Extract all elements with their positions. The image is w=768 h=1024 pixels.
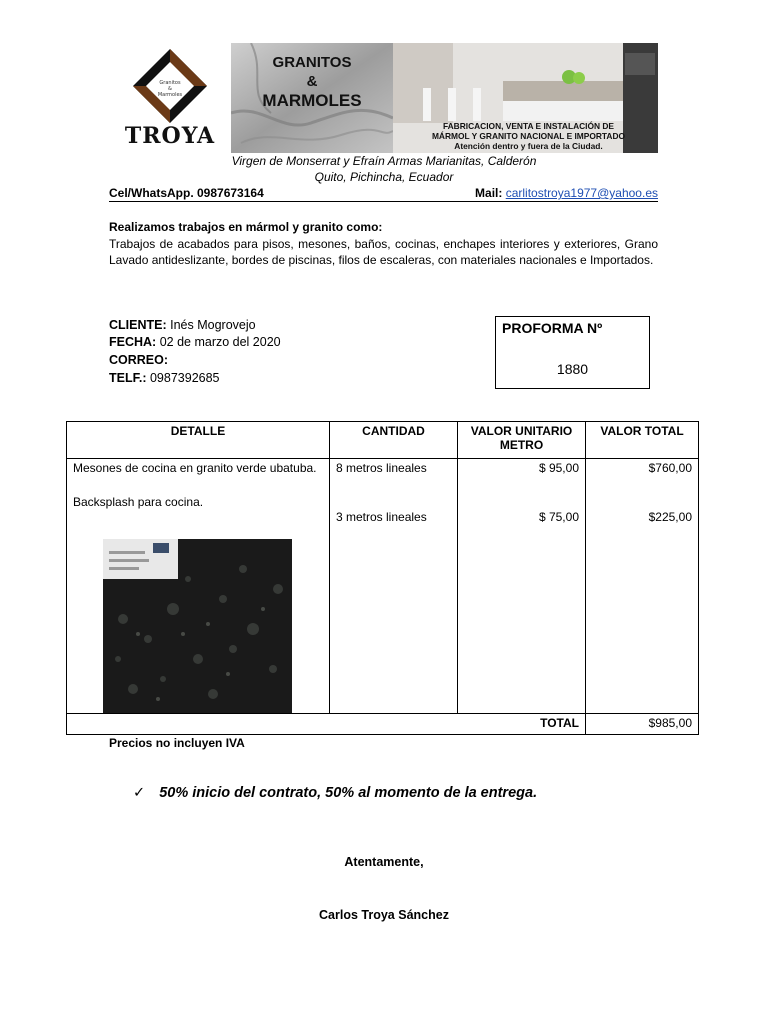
telf-value: 0987392685 xyxy=(149,371,220,385)
total-value: $985,00 xyxy=(586,714,699,735)
mail-label: Mail: xyxy=(475,186,503,200)
header-valor-total: VALOR TOTAL xyxy=(586,422,699,459)
telf-label: TELF.: xyxy=(109,371,147,385)
intro-heading: Realizamos trabajos en mármol y granito como: xyxy=(109,220,383,234)
client-label: CLIENTE: xyxy=(109,318,167,332)
date-label: FECHA: xyxy=(109,335,157,349)
banner-caption xyxy=(401,121,656,151)
cantidad-cell xyxy=(330,459,458,714)
email-link[interactable]: carlitostroya1977@yahoo.es xyxy=(505,186,658,200)
iva-note: Precios no incluyen IVA xyxy=(109,736,245,750)
banner-caption-line3: Atención dentro y fuera de la Ciudad. xyxy=(454,141,603,151)
banner-title xyxy=(231,53,393,110)
row-2-unitario: $ 75,00 xyxy=(538,510,579,524)
header-banner xyxy=(109,43,658,153)
intro-body: Trabajos de acabados para pisos, mesones, baños, cocinas, enchapes interiores y exteriores, Grano Lavado antideslizante, bordes de piscinas, filos de escaleras, con materiales nacionales e Importados. xyxy=(109,237,658,267)
total-cell xyxy=(586,459,699,714)
banner-title-line2: & xyxy=(306,73,318,90)
row-2-cantidad: 3 metros lineales xyxy=(336,510,427,524)
total-row-spacer xyxy=(67,714,330,735)
header-valor-unitario: VALOR UNITARIO METRO xyxy=(458,422,586,459)
row-2-detalle: Backsplash para cocina. xyxy=(73,495,204,509)
phone-contact: Cel/WhatsApp. 0987673164 xyxy=(109,186,264,200)
table-header-row xyxy=(67,422,699,459)
svg-text:&: & xyxy=(168,86,172,92)
banner-caption-line2: MÁRMOL Y GRANITO NACIONAL E IMPORTADO xyxy=(431,131,626,141)
row-1-total: $760,00 xyxy=(648,461,692,475)
address-line2: Quito, Pichincha, Ecuador xyxy=(314,170,454,184)
marble-texture-image xyxy=(231,43,393,153)
unitario-cell xyxy=(458,459,586,714)
row-1-detalle: Mesones de cocina en granito verde ubatuba. xyxy=(73,461,317,475)
email-row xyxy=(109,353,168,367)
mail-contact xyxy=(475,186,658,200)
row-1-unitario: $ 95,00 xyxy=(538,461,579,475)
header-cantidad: CANTIDAD xyxy=(330,422,458,459)
payment-terms-text: 50% inicio del contrato, 50% al momento de la entrega. xyxy=(159,785,538,801)
correo-label: CORREO: xyxy=(109,353,169,367)
banner-title-line3: MARMOLES xyxy=(262,91,362,110)
total-label: TOTAL xyxy=(458,714,586,735)
header-detalle: DETALLE xyxy=(67,422,330,459)
client-name-row xyxy=(109,318,256,332)
total-row-spacer-2 xyxy=(330,714,458,735)
svg-text:Marmoles: Marmoles xyxy=(157,92,183,98)
closing-text: Atentamente, xyxy=(344,855,424,869)
granite-sample-image xyxy=(103,539,292,713)
row-2-total: $225,00 xyxy=(648,510,692,524)
total-row xyxy=(67,714,699,735)
client-value: Inés Mogrovejo xyxy=(170,318,256,332)
checkmark-icon: ✓ xyxy=(133,785,146,801)
row-1-cantidad: 8 metros lineales xyxy=(336,461,427,475)
kitchen-photo xyxy=(393,43,658,153)
proforma-box xyxy=(495,316,650,389)
banner-title-line1: GRANITOS xyxy=(272,54,352,71)
proforma-label: PROFORMA Nº xyxy=(502,320,603,336)
logo-text: TROYA xyxy=(124,123,216,149)
payment-terms xyxy=(133,785,537,801)
header-divider xyxy=(109,201,658,202)
svg-text:Granitos: Granitos xyxy=(159,80,181,86)
date-row xyxy=(109,335,281,349)
address-line1: Virgen de Monserrat y Efraín Armas Marianitas, Calderón xyxy=(231,154,537,168)
proforma-number: 1880 xyxy=(556,361,589,377)
phone-row xyxy=(109,371,220,385)
date-value: 02 de marzo del 2020 xyxy=(159,335,281,349)
signature-name: Carlos Troya Sánchez xyxy=(319,908,449,922)
logo-diamond-icon xyxy=(131,47,209,125)
banner-caption-line1: FABRICACION, VENTA E INSTALACIÓN DE xyxy=(442,121,615,131)
company-logo xyxy=(109,43,231,153)
